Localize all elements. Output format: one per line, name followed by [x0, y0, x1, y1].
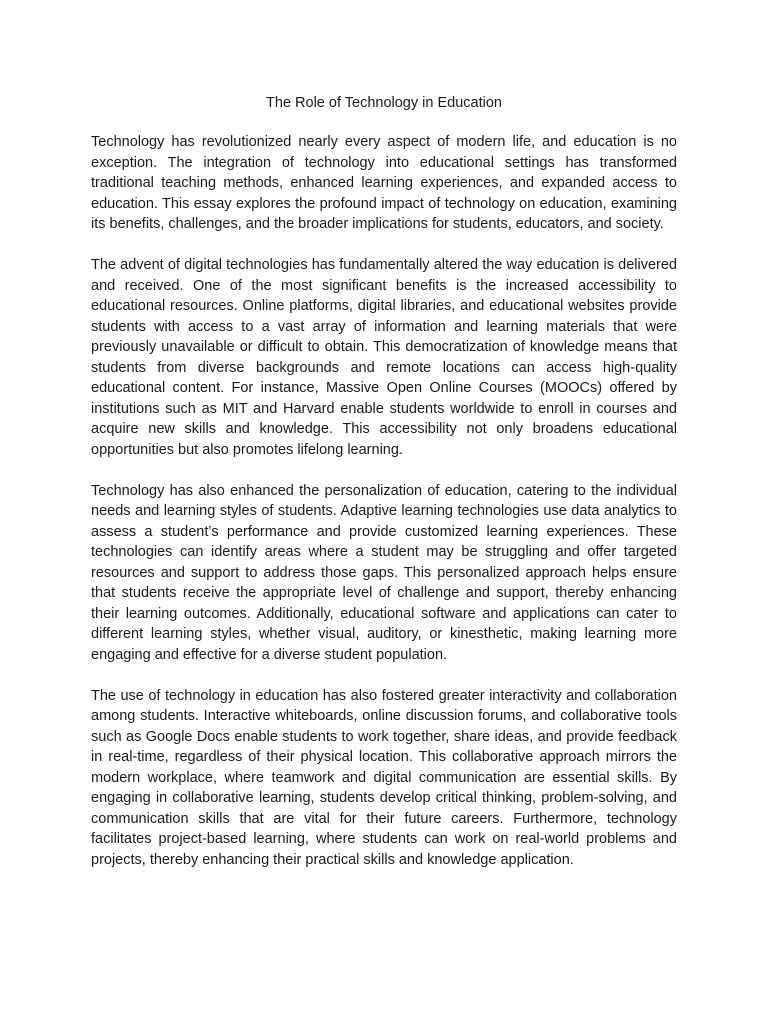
- paragraph-collaboration: The use of technology in education has also fostered greater interactivity and collaboration among students. Interactive whiteboards, online discussion forums, and collaborative tools such as Google Docs enable students to work together, share ideas, and provide feedback in real-time, regardless of their physical location. This collaborative approach mirrors the modern workplace, where teamwork and digital communication are essential skills. By engaging in collaborative learning, students develop critical thinking, problem-solving, and communication skills that are vital for their future careers. Furthermore, technology facilitates project-based learning, where students can work on real-world problems and projects, thereby enhancing their practical skills and knowledge application.: [91, 687, 677, 868]
- paragraph-intro: Technology has revolutionized nearly every aspect of modern life, and education is no exception. The integration of technology into educational settings has transformed traditional teaching methods, enhanced learning experiences, and expanded access to education. This essay explores the profound impact of technology on education, examining its benefits, challenges, and the broader implications for students, educators, and society.: [91, 134, 677, 232]
- document-title: The Role of Technology in Education: [266, 95, 502, 111]
- paragraph-accessibility: The advent of digital technologies has fundamentally altered the way education is delivered and received. One of the most significant benefits is the increased accessibility to educational resources. Online platforms, digital libraries, and educational websites provide students with access to a vast array of information and learning materials that were previously unavailable or difficult to obtain. This democratization of knowledge means that students from diverse backgrounds and remote locations can access high-quality educational content. For instance, Massive Open Online Courses (MOOCs) offered by institutions such as MIT and Harvard enable students worldwide to enroll in courses and acquire new skills and knowledge. This accessibility not only broadens educational opportunities but also promotes lifelong learning.: [91, 257, 677, 458]
- document-body: [91, 132, 677, 891]
- paragraph-personalization: Technology has also enhanced the personalization of education, catering to the individual needs and learning styles of students. Adaptive learning technologies use data analytics to assess a student’s performance and provide customized learning experiences. These technologies can identify areas where a student may be struggling and offer targeted resources and support to address those gaps. This personalized approach helps ensure that students receive the appropriate level of challenge and support, thereby enhancing their learning outcomes. Additionally, educational software and applications can cater to different learning styles, whether visual, auditory, or kinesthetic, making learning more engaging and effective for a diverse student population.: [91, 482, 677, 663]
